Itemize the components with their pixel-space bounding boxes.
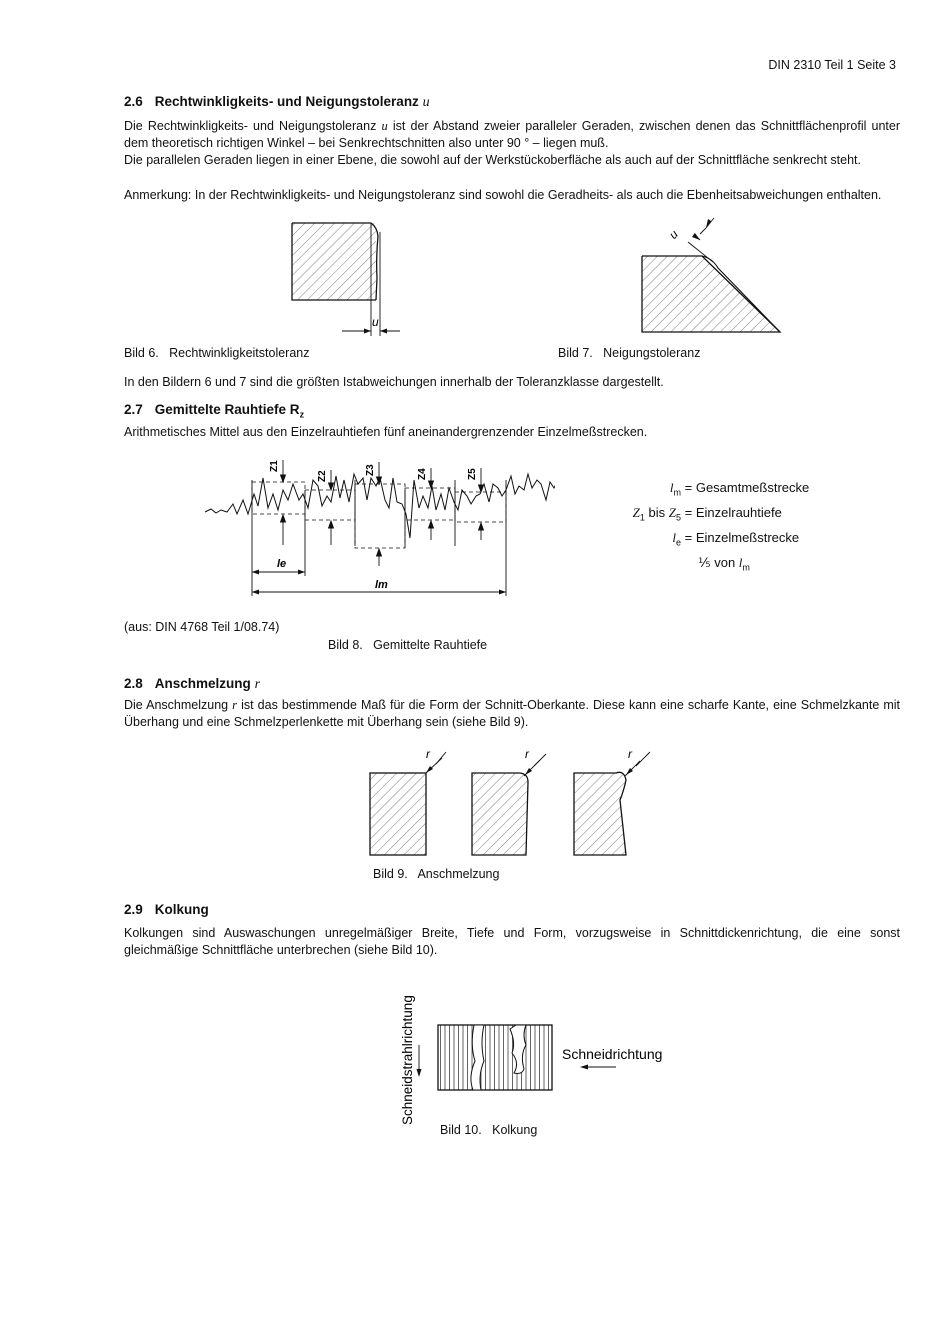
right-label: Schneidrichtung <box>562 1046 663 1062</box>
note-paragraph: Anmerkung: In der Rechtwinkligkeits- und Neigungstoleranz sind sowohl die Geradheits- als auch die Ebenheitsabweichungen enthalten. <box>124 188 882 202</box>
legend-text: = Einzelmeßstrecke <box>684 530 800 546</box>
section-number: 2.7 <box>124 402 143 417</box>
legend-subscript: m <box>742 562 750 573</box>
fig9-r-label-1: r <box>426 748 430 761</box>
section-heading-2-7 <box>124 402 304 420</box>
caption-bild-6: Bild 6. Rechtwinkligkeitstoleranz <box>124 346 310 360</box>
section-number: 2.8 <box>124 676 143 691</box>
legend-subscript: m <box>673 487 681 498</box>
label-z3: Z3 <box>365 464 376 476</box>
label-le: le <box>277 558 287 570</box>
text-run: ist das bestimmende Maß für die Form der Schnitt-Oberkante. Diese kann eine scharfe Kante, eine Schmelzkante mit Überhang und eine Schmelzperlenkette mit Überhang sein (siehe Bild 9). <box>124 698 900 729</box>
legend-subscript: 1 <box>639 512 645 523</box>
label-z2: Z2 <box>317 470 328 482</box>
figure-10-kolkung <box>390 985 680 1130</box>
section-title: Kolkung <box>154 902 209 917</box>
paragraph: Die parallelen Geraden liegen in einer Ebene, die sowohl auf der Werkstückoberfläche als auch auf der Schnittfläche senkrecht steht. <box>124 153 862 167</box>
legend-row-z: $Z_1$ bis $Z_5$ = Einzelrauhtiefe <box>632 505 782 523</box>
figure-6-perpendicularity <box>280 218 410 342</box>
caption-bild-8: Bild 8. Gemittelte Rauhtiefe <box>328 638 488 652</box>
section-subscript: z <box>299 409 305 420</box>
paragraph: Kolkungen sind Auswaschungen unregelmäßiger Breite, Tiefe und Form, vorzugsweise in Schnittdickenrichtung, die eine sonst gleichmäßige Schnittfläche unterbrechen (siehe Bild 10). <box>124 926 900 957</box>
section-heading-2-8 <box>124 676 260 693</box>
label-z4: Z4 <box>417 468 428 480</box>
fig9-r-label-3: r <box>628 748 632 761</box>
fig6-u-label: u <box>372 315 379 329</box>
section-number: 2.9 <box>124 902 143 917</box>
legend-symbol: l <box>738 555 743 571</box>
section-title: Gemittelte Rauhtiefe R <box>154 402 300 417</box>
figure-7-inclination <box>630 214 790 340</box>
text-run: Die Rechtwinkligkeits- und Neigungstoleranz <box>124 119 377 133</box>
legend-row-fraction <box>610 553 809 578</box>
section-heading-2-9 <box>124 902 209 917</box>
legend-text: ⅕ von <box>698 555 739 571</box>
text-run: ist der Abstand zweier paralleler Geraden, zwischen denen das Schnittflächenprofil unter dem theoretisch richtigen Winkel – bei Senkrechtschnitten also unter 90 ° – liegen muß. <box>124 119 900 150</box>
text-run: Die Anschmelzung <box>124 698 229 712</box>
paragraph: Arithmetisches Mittel aus den Einzelrauhtiefen fünf aneinandergrenzender Einzelmeßstrecken. <box>124 425 648 439</box>
legend-subscript: e <box>675 537 681 548</box>
legend-text: = Einzelrauhtiefe <box>684 505 782 521</box>
legend-subscript: 5 <box>675 512 681 523</box>
section-title: Anschmelzung <box>154 676 251 691</box>
paragraph <box>124 118 900 151</box>
section-symbol: u <box>422 95 430 110</box>
symbol: r <box>232 698 238 712</box>
legend-symbol: Z <box>632 505 640 521</box>
figure-8-legend <box>610 478 809 578</box>
label-lm: lm <box>375 579 388 591</box>
caption-bild-10: Bild 10. Kolkung <box>440 1123 538 1137</box>
caption-bild-7: Bild 7. Neigungstoleranz <box>558 346 701 360</box>
section-title: Rechtwinkligkeits- und Neigungstoleranz <box>154 94 419 109</box>
legend-row-le <box>610 528 809 553</box>
paragraph: In den Bildern 6 und 7 sind die größten Istabweichungen innerhalb der Toleranzklasse dargestellt. <box>124 375 664 389</box>
section-heading-2-6 <box>124 94 430 111</box>
figure-8-roughness <box>195 450 555 605</box>
figure-9-melting <box>362 748 662 860</box>
source-note: (aus: DIN 4768 Teil 1/08.74) <box>124 620 280 634</box>
legend-symbol: l <box>672 530 676 546</box>
legend-symbol: l <box>669 480 674 495</box>
legend-row-lm <box>610 478 809 503</box>
vertical-label: Schneidstrahlrichtung <box>400 995 415 1125</box>
paragraph <box>124 697 900 730</box>
section-number: 2.6 <box>124 94 143 109</box>
label-z5: Z5 <box>467 468 478 480</box>
caption-bild-9: Bild 9. Anschmelzung <box>373 867 500 881</box>
legend-text: = Gesamtmeßstrecke <box>684 480 810 495</box>
fig7-u-label: u <box>666 227 681 242</box>
legend-connector: bis <box>644 505 669 521</box>
page-header: DIN 2310 Teil 1 Seite 3 <box>768 58 896 72</box>
label-z1: Z1 <box>269 460 280 472</box>
symbol: u <box>381 119 388 133</box>
section-symbol: r <box>254 677 261 692</box>
fig9-r-label-2: r <box>525 748 529 761</box>
